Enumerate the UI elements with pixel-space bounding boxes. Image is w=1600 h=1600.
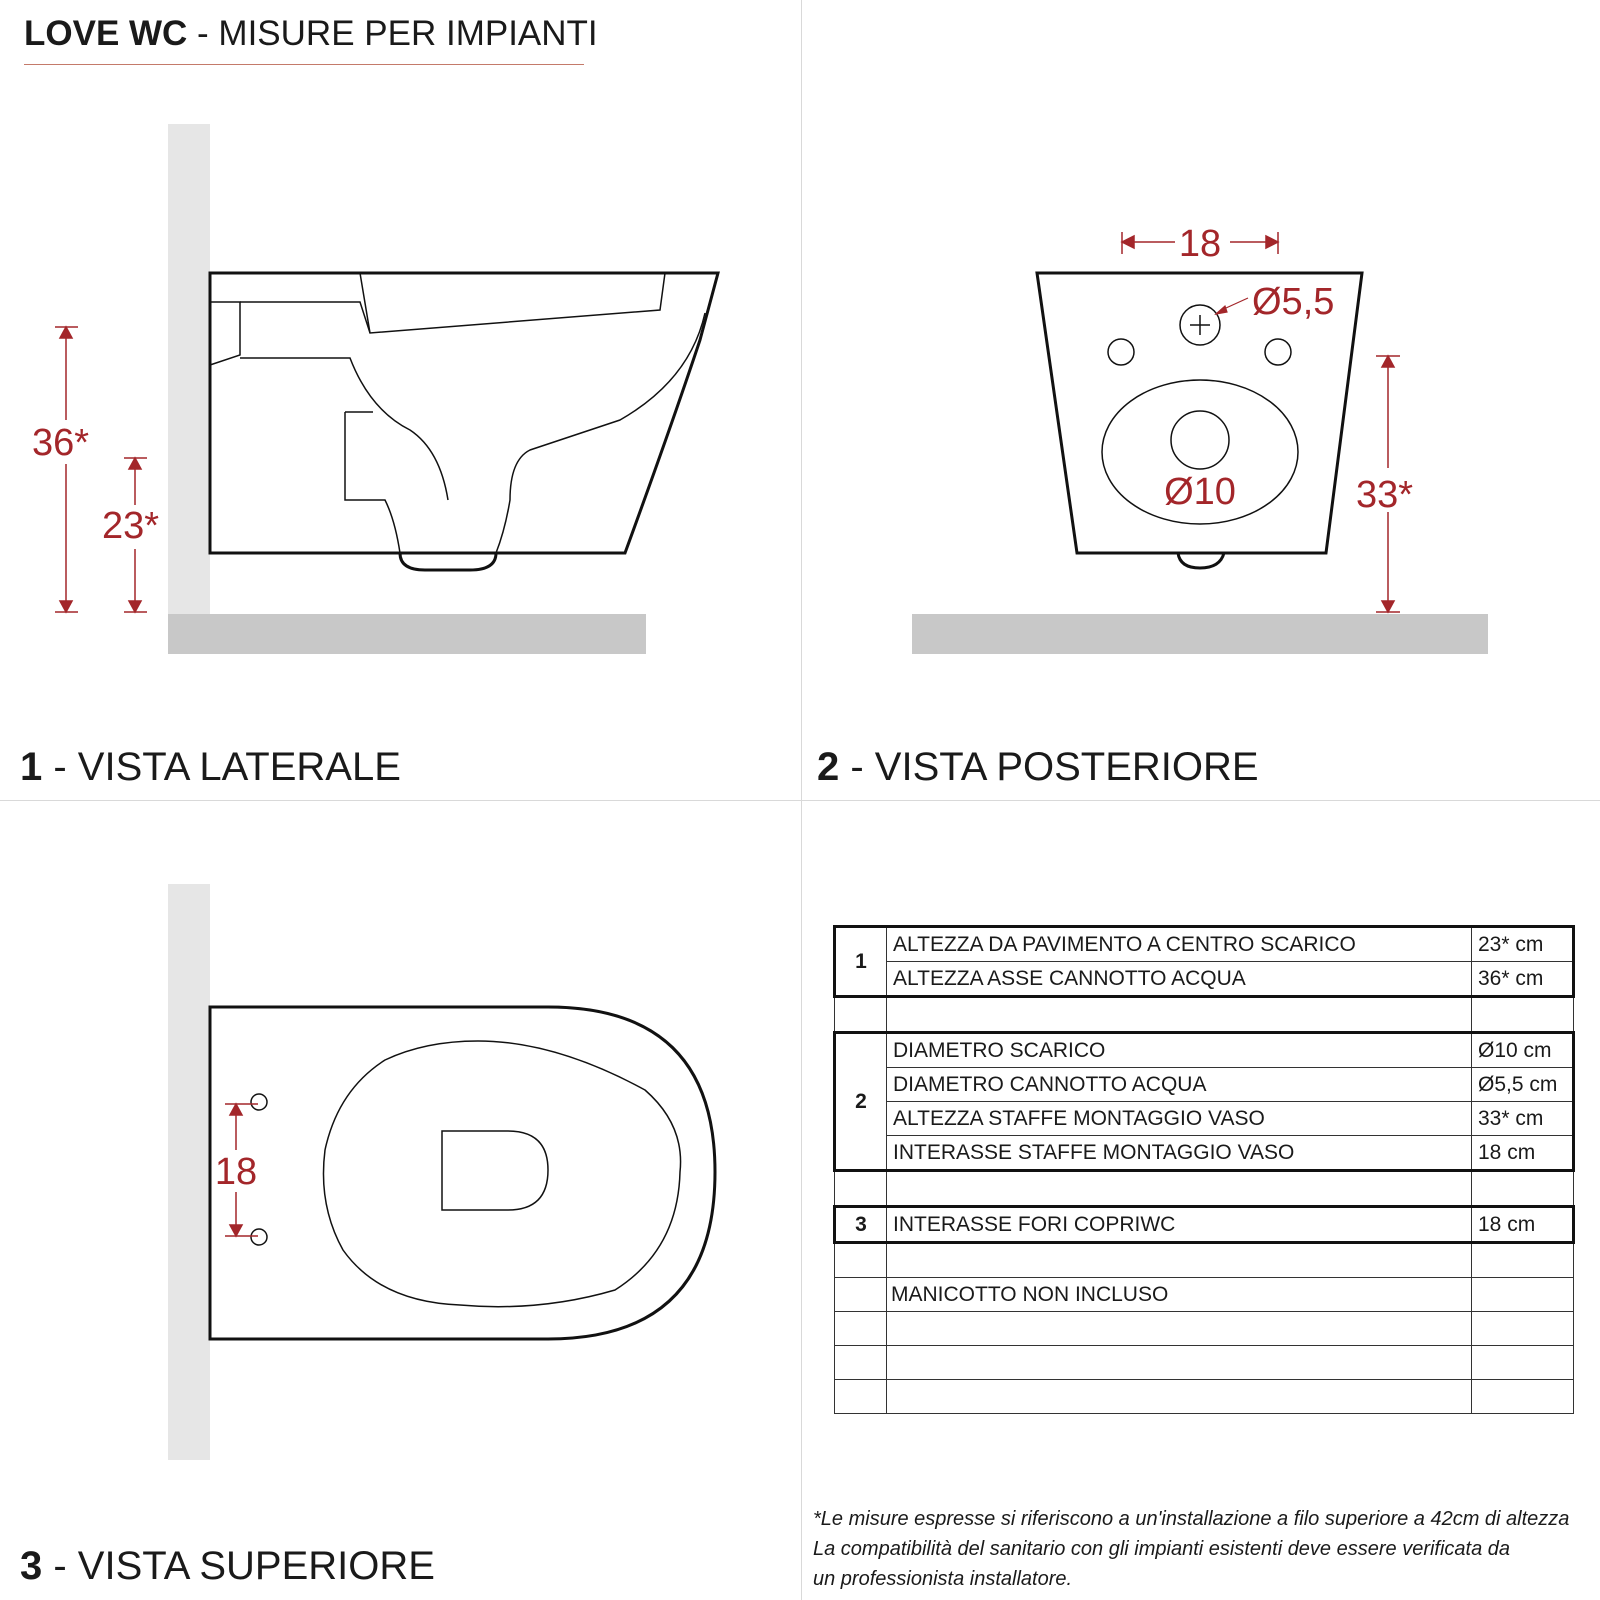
dim-label-33: 33* <box>1356 474 1414 516</box>
table-cell-label: INTERASSE FORI COPRIWC <box>887 1207 1472 1243</box>
table-cell-value: Ø5,5 cm <box>1472 1068 1574 1102</box>
footnote-line: La compatibilità del sanitario con gli impianti esistenti deve essere verificata da <box>813 1538 1511 1560</box>
view-number: 1 <box>20 745 43 789</box>
table-row <box>835 1136 1574 1171</box>
floor <box>168 614 646 654</box>
title-underline <box>24 64 584 65</box>
footnote-line: *Le misure espresse si riferiscono a un'installazione a filo superiore a 42cm di altezza <box>813 1508 1570 1530</box>
title-subtitle: - MISURE PER IMPIANTI <box>187 14 598 53</box>
bowl-top-internal <box>251 1041 681 1307</box>
measurements-table <box>833 925 1575 1414</box>
table-cell-label: ALTEZZA DA PAVIMENTO A CENTRO SCARICO <box>887 927 1472 962</box>
view-label-rear <box>817 745 1259 790</box>
table-cell-label: DIAMETRO CANNOTTO ACQUA <box>887 1068 1472 1102</box>
floor <box>912 614 1488 654</box>
table-row-empty <box>835 997 1574 1033</box>
top-view-drawing <box>0 870 800 1470</box>
table-cell-value: 18 cm <box>1472 1136 1574 1171</box>
rear-view-drawing <box>800 200 1600 680</box>
view-label-top <box>20 1544 435 1589</box>
table-cell-value: 36* cm <box>1472 962 1574 997</box>
table-row <box>835 1278 1574 1312</box>
dim-label-23: 23* <box>102 505 160 547</box>
dim-label-water-diameter: Ø5,5 <box>1252 281 1335 323</box>
footnote <box>813 1504 1569 1594</box>
group-number: 3 <box>835 1207 887 1243</box>
wall <box>168 884 210 1460</box>
table-row-empty <box>835 1346 1574 1380</box>
leader-diameter-55 <box>1216 298 1248 314</box>
footnote-line: un professionista installatore. <box>813 1568 1073 1590</box>
table-row <box>835 962 1574 997</box>
table-cell-value: Ø10 cm <box>1472 1033 1574 1068</box>
view-title: - VISTA LATERALE <box>42 745 401 789</box>
dim-label-rear-18: 18 <box>1178 223 1222 265</box>
page-title <box>24 14 598 54</box>
horizontal-divider <box>0 800 1600 801</box>
table-cell-label: DIAMETRO SCARICO <box>887 1033 1472 1068</box>
bowl-side-internal <box>210 273 705 553</box>
lateral-view-drawing <box>0 100 800 680</box>
view-title: - VISTA POSTERIORE <box>839 745 1259 789</box>
dim-label-36: 36* <box>32 422 90 464</box>
table-cell-label: ALTEZZA ASSE CANNOTTO ACQUA <box>887 962 1472 997</box>
bowl-top-outline <box>210 1007 715 1339</box>
table-cell-value: 23* cm <box>1472 927 1574 962</box>
table-row <box>835 1207 1574 1243</box>
table-row <box>835 1102 1574 1136</box>
view-title: - VISTA SUPERIORE <box>42 1544 435 1588</box>
table-cell-label: INTERASSE STAFFE MONTAGGIO VASO <box>887 1136 1472 1171</box>
table-row-empty <box>835 1243 1574 1278</box>
table-row <box>835 927 1574 962</box>
dimension-36 <box>55 327 78 612</box>
table-cell-value: 18 cm <box>1472 1207 1574 1243</box>
view-number: 3 <box>20 1544 43 1588</box>
view-label-lateral <box>20 745 401 790</box>
bowl-side-outline <box>210 273 718 570</box>
table-row-empty <box>835 1380 1574 1414</box>
dim-label-drain-diameter: Ø10 <box>1164 471 1236 513</box>
table-row-empty <box>835 1312 1574 1346</box>
dim-label-top-18: 18 <box>214 1151 258 1193</box>
table-cell-note: MANICOTTO NON INCLUSO <box>887 1278 1472 1312</box>
table-cell-value: 33* cm <box>1472 1102 1574 1136</box>
group-number: 2 <box>835 1033 887 1171</box>
wall <box>168 124 210 614</box>
table-row-empty <box>835 1171 1574 1207</box>
table-row <box>835 1033 1574 1068</box>
title-product: LOVE WC <box>24 14 188 53</box>
table-cell-label: ALTEZZA STAFFE MONTAGGIO VASO <box>887 1102 1472 1136</box>
group-number: 1 <box>835 927 887 997</box>
table-row <box>835 1068 1574 1102</box>
view-number: 2 <box>817 745 840 789</box>
